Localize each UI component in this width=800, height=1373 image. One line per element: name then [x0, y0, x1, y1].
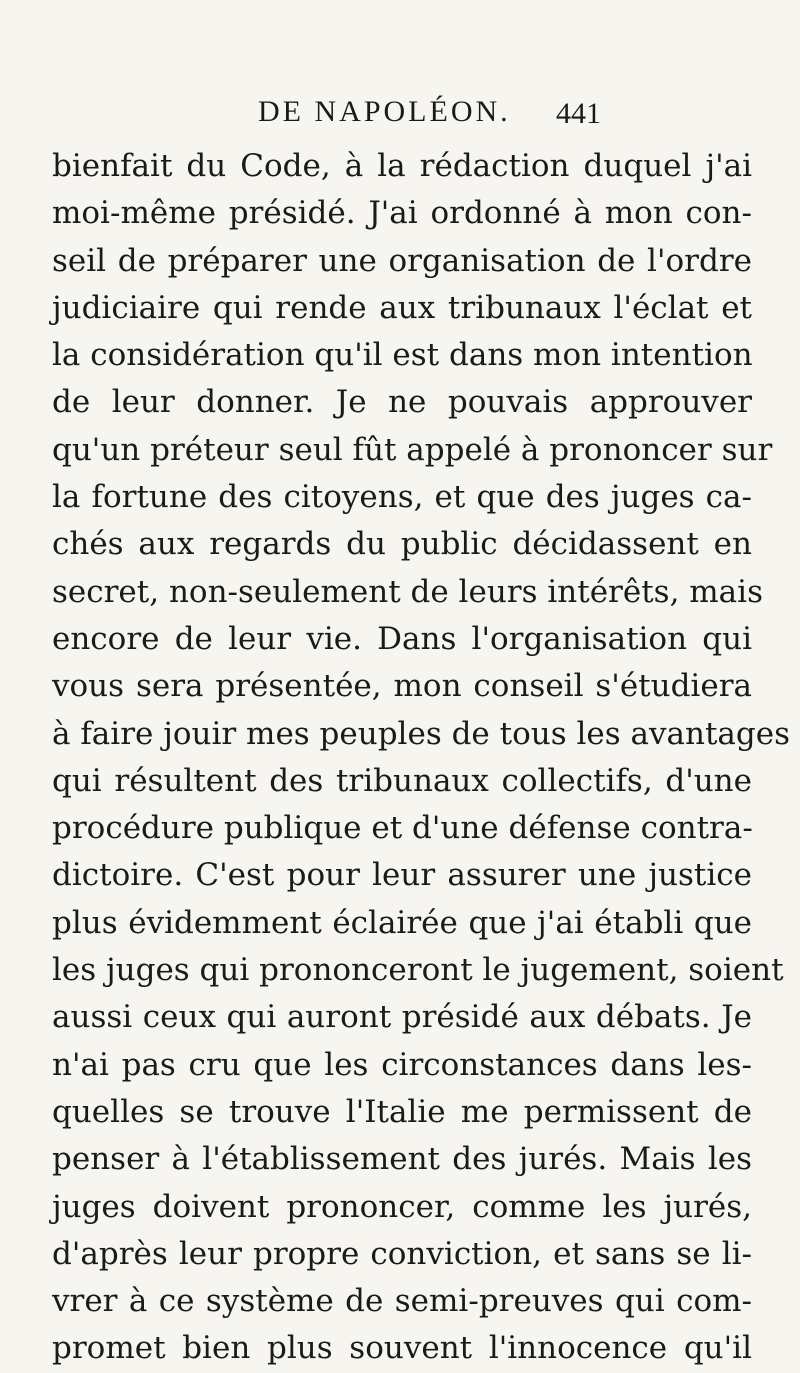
text-line: de leur donner. Je ne pouvais approuver — [52, 384, 752, 421]
text-line: les juges qui prononceront le jugement, soient — [52, 952, 784, 989]
text-line: qui résultent des tribunaux collectifs, d'une — [52, 762, 752, 799]
text-line: seil de préparer une organisation de l'ordre — [52, 242, 752, 279]
text-line: aussi ceux qui auront présidé aux débats. Je — [52, 999, 752, 1036]
text-line: plus évidemment éclairée que j'ai établi que — [52, 904, 752, 941]
text-line: juges doivent prononcer, comme les jurés, — [52, 1188, 752, 1225]
text-line: procédure publique et d'une défense contra- — [52, 810, 753, 847]
text-line: quelles se trouve l'Italie me permissent de — [52, 1093, 752, 1130]
text-line: d'après leur propre conviction, et sans se li- — [52, 1235, 752, 1272]
text-line: encore de leur vie. Dans l'organisation qui — [52, 620, 752, 657]
running-head — [0, 92, 800, 132]
text-line: vrer à ce système de semi-preuves qui com- — [52, 1283, 752, 1320]
text-line: secret, non-seulement de leurs intérêts, mais — [52, 573, 763, 610]
text-line: chés aux regards du public décidassent en — [52, 526, 752, 563]
text-line: promet bien plus souvent l'innocence qu'il — [52, 1330, 752, 1367]
text-line: bienfait du Code, à la rédaction duquel j'ai — [52, 148, 752, 184]
text-line: qu'un préteur seul fût appelé à prononcer sur — [52, 431, 773, 468]
text-line: moi-même présidé. J'ai ordonné à mon con- — [52, 195, 752, 232]
text-line: la fortune des citoyens, et que des juges ca- — [52, 479, 752, 516]
running-title: DE NAPOLÉON. — [258, 95, 511, 128]
text-line: judiciaire qui rende aux tribunaux l'éclat et — [52, 289, 752, 326]
text-line: la considération qu'il est dans mon intention — [52, 337, 753, 374]
body-text — [52, 143, 790, 1373]
text-line: vous sera présentée, mon conseil s'étudiera — [52, 668, 752, 705]
text-line: dictoire. C'est pour leur assurer une justice — [52, 857, 752, 894]
page-number: 441 — [556, 97, 601, 130]
text-line: penser à l'établissement des jurés. Mais les — [52, 1141, 752, 1178]
text-line: n'ai pas cru que les circonstances dans les- — [52, 1046, 752, 1083]
text-line: à faire jouir mes peuples de tous les avantages — [52, 715, 790, 752]
